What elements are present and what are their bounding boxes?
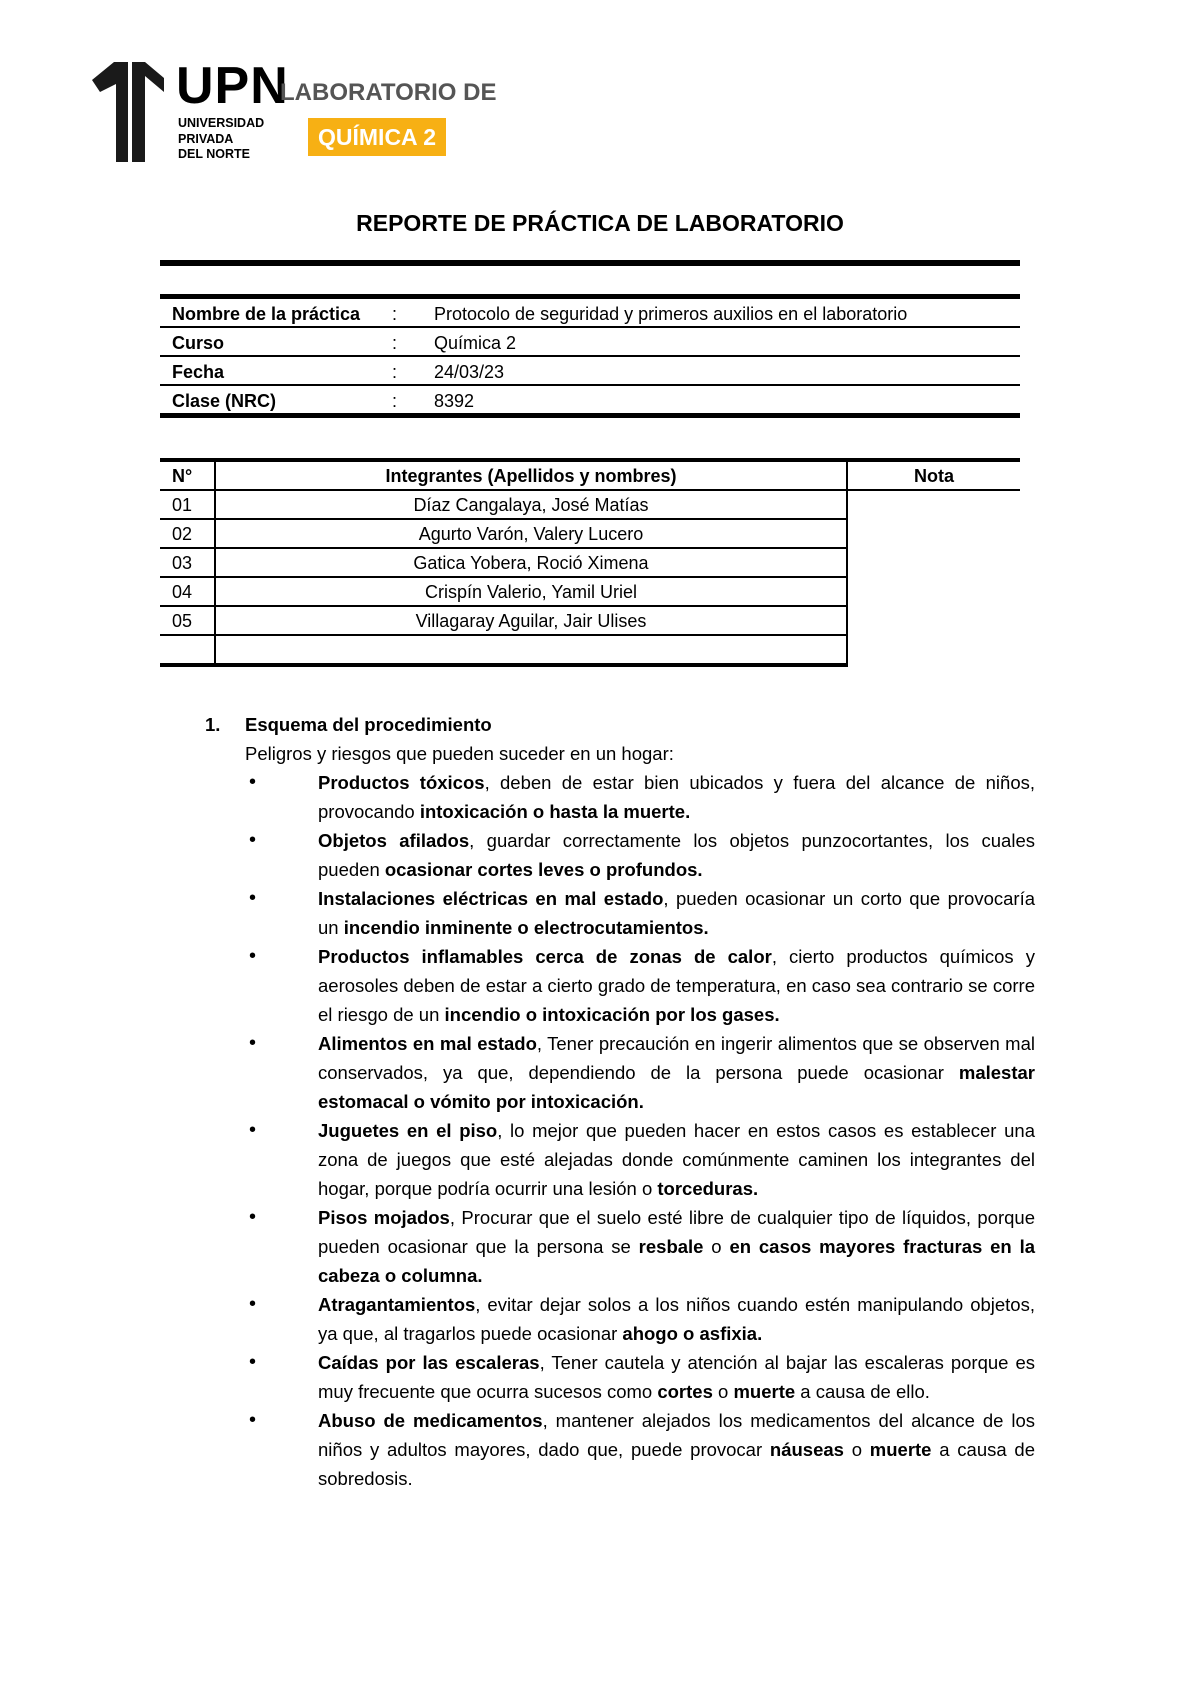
bullet-icon: • — [249, 1032, 257, 1054]
info-value: 24/03/23 — [422, 356, 1020, 385]
hazard-item — [245, 1290, 1035, 1348]
members-table — [160, 458, 1020, 667]
hazard-emphasis: Alimentos en mal estado — [318, 1033, 537, 1054]
hazard-text: a causa de sobredosis. — [318, 1439, 1036, 1489]
logo-sub-line: PRIVADA — [178, 131, 234, 146]
member-number: 02 — [160, 519, 215, 548]
bullet-icon: • — [249, 1409, 257, 1431]
hazard-item — [245, 1203, 1035, 1290]
hazard-item — [245, 1116, 1035, 1203]
hazard-emphasis: malestar estomacal o vómito por intoxicación. — [318, 1062, 1035, 1112]
member-grade — [847, 606, 1020, 635]
member-name: Díaz Cangalaya, José Matías — [215, 490, 847, 519]
hazard-item — [245, 1406, 1035, 1493]
member-grade — [847, 490, 1020, 519]
hazard-list — [205, 768, 1035, 1493]
info-row — [160, 327, 1020, 356]
bullet-icon: • — [249, 1351, 257, 1373]
upn-logo-mark-icon — [92, 62, 164, 162]
hazard-emphasis: Caídas por las escaleras — [318, 1352, 540, 1373]
hazard-emphasis: incendio inminente o electrocutamientos. — [343, 917, 709, 938]
section-intro: Peligros y riesgos que pueden suceder en un hogar: — [245, 743, 674, 764]
member-row — [160, 519, 1020, 548]
info-separator: : — [382, 356, 422, 385]
info-label: Curso — [160, 327, 382, 356]
logo-sub-line: DEL NORTE — [178, 147, 250, 161]
hazard-emphasis: muerte — [733, 1381, 796, 1402]
info-value: Protocolo de seguridad y primeros auxilios en el laboratorio — [422, 297, 1020, 328]
info-label: Clase (NRC) — [160, 385, 382, 416]
hazard-item — [245, 768, 1035, 826]
bullet-icon: • — [249, 887, 257, 909]
member-name: Agurto Varón, Valery Lucero — [215, 519, 847, 548]
procedure-section — [205, 710, 1035, 1493]
hazard-text: , deben de estar bien ubicados y fuera del alcance de niños, provocando — [318, 772, 1035, 822]
report-title: REPORTE DE PRÁCTICA DE LABORATORIO — [356, 210, 844, 236]
hazard-emphasis: Abuso de medicamentos — [318, 1410, 543, 1431]
hazard-text: , Procurar que el suelo esté libre de cualquier tipo de líquidos, porque pueden ocasionar que la persona se — [318, 1207, 1035, 1257]
info-separator: : — [382, 385, 422, 416]
section-title: Esquema del procedimiento — [245, 714, 492, 735]
member-name — [215, 635, 847, 665]
hazard-text: o — [843, 1439, 870, 1460]
hazard-emphasis: náuseas — [769, 1439, 844, 1460]
hazard-item — [245, 942, 1035, 1029]
member-row — [160, 490, 1020, 519]
hazard-emphasis: Atragantamientos — [318, 1294, 476, 1315]
logo-brand: UPN — [176, 57, 289, 115]
member-number: 05 — [160, 606, 215, 635]
hazard-text: , Tener cautela y atención al bajar las escaleras porque es muy frecuente que ocurra sucesos como — [318, 1352, 1036, 1402]
member-number: 04 — [160, 577, 215, 606]
hazard-emphasis: ahogo o asfixia. — [622, 1323, 763, 1344]
hazard-text: o — [703, 1236, 730, 1257]
bullet-icon: • — [249, 1293, 257, 1315]
practice-info-table — [160, 294, 1020, 418]
hazard-item — [245, 884, 1035, 942]
member-grade — [847, 519, 1020, 548]
hazard-text: , evitar dejar solos a los niños cuando estén manipulando objetos, ya que, al tragarlos puede ocasionar — [318, 1294, 1035, 1344]
logo-university-name — [178, 116, 288, 163]
hazard-emphasis: Productos inflamables cerca de zonas de calor — [318, 946, 772, 967]
hazard-emphasis: muerte — [869, 1439, 932, 1460]
hazard-text: , Tener precaución en ingerir alimentos que se observen mal conservados, ya que, dependiendo de la persona puede ocasionar — [318, 1033, 1035, 1083]
hazard-emphasis: intoxicación o hasta la muerte. — [419, 801, 691, 822]
hazard-item — [245, 826, 1035, 884]
member-row — [160, 577, 1020, 606]
member-grade — [847, 548, 1020, 577]
bullet-icon: • — [249, 1119, 257, 1141]
info-label: Fecha — [160, 356, 382, 385]
hazard-emphasis: resbale — [638, 1236, 704, 1257]
lab-title-line2: QUÍMICA 2 — [308, 118, 446, 156]
member-row — [160, 606, 1020, 635]
member-number — [160, 635, 215, 665]
member-number: 03 — [160, 548, 215, 577]
hazard-emphasis: cortes — [657, 1381, 713, 1402]
members-header-num: N° — [160, 460, 215, 490]
hazard-emphasis: Juguetes en el piso — [318, 1120, 498, 1141]
info-row — [160, 297, 1020, 328]
hazard-emphasis: Objetos afilados — [318, 830, 470, 851]
hazard-emphasis: Instalaciones eléctricas en mal estado — [318, 888, 664, 909]
member-name: Gatica Yobera, Roció Ximena — [215, 548, 847, 577]
info-value: 8392 — [422, 385, 1020, 416]
bullet-icon: • — [249, 945, 257, 967]
hazard-emphasis: incendio o intoxicación por los gases. — [444, 1004, 780, 1025]
member-grade — [847, 577, 1020, 606]
member-row — [160, 635, 1020, 665]
info-row — [160, 356, 1020, 385]
member-name: Villagaray Aguilar, Jair Ulises — [215, 606, 847, 635]
member-grade — [847, 635, 1020, 665]
lab-title-line1: LABORATORIO DE — [280, 79, 497, 106]
info-separator: : — [382, 297, 422, 328]
hazard-emphasis: Pisos mojados — [318, 1207, 450, 1228]
hazard-emphasis: en casos mayores fracturas en la cabeza o columna. — [318, 1236, 1036, 1286]
hazard-text: , cierto productos químicos y aerosoles deben de estar a cierto grado de temperatura, en caso sea contrario se corre el riesgo de un — [318, 946, 1035, 1025]
hazard-text: a causa de ello. — [795, 1381, 930, 1402]
hazard-text: , guardar correctamente los objetos punzocortantes, los cuales pueden — [318, 830, 1035, 880]
hazard-emphasis: ocasionar cortes leves o profundos. — [384, 859, 703, 880]
title-divider — [160, 260, 1020, 266]
info-label: Nombre de la práctica — [160, 297, 382, 328]
hazard-text: , pueden ocasionar un corto que provocaría un — [318, 888, 1036, 938]
member-row — [160, 548, 1020, 577]
hazard-text: , mantener alejados los medicamentos del alcance de los niños y adultos mayores, dado que, puede provocar — [318, 1410, 1035, 1460]
hazard-text: , lo mejor que pueden hacer en estos casos es establecer una zona de juegos que esté alejadas donde comúnmente caminen los integrantes del hogar, porque podría ocurrir una lesión o — [318, 1120, 1035, 1199]
logo-sub-line: UNIVERSIDAD — [178, 116, 265, 130]
hazard-item — [245, 1348, 1035, 1406]
hazard-emphasis: Productos tóxicos — [318, 772, 485, 793]
info-row — [160, 385, 1020, 416]
hazard-text: o — [712, 1381, 734, 1402]
member-name: Crispín Valerio, Yamil Uriel — [215, 577, 847, 606]
member-number: 01 — [160, 490, 215, 519]
section-number: 1. — [205, 714, 221, 735]
hazard-item — [245, 1029, 1035, 1116]
info-separator: : — [382, 327, 422, 356]
hazard-emphasis: torceduras. — [657, 1178, 759, 1199]
bullet-icon: • — [249, 829, 257, 851]
section-heading — [205, 710, 1035, 739]
members-header-grade: Nota — [847, 460, 1020, 490]
members-header-name: Integrantes (Apellidos y nombres) — [215, 460, 847, 490]
bullet-icon: • — [249, 1206, 257, 1228]
info-value: Química 2 — [422, 327, 1020, 356]
bullet-icon: • — [249, 771, 257, 793]
